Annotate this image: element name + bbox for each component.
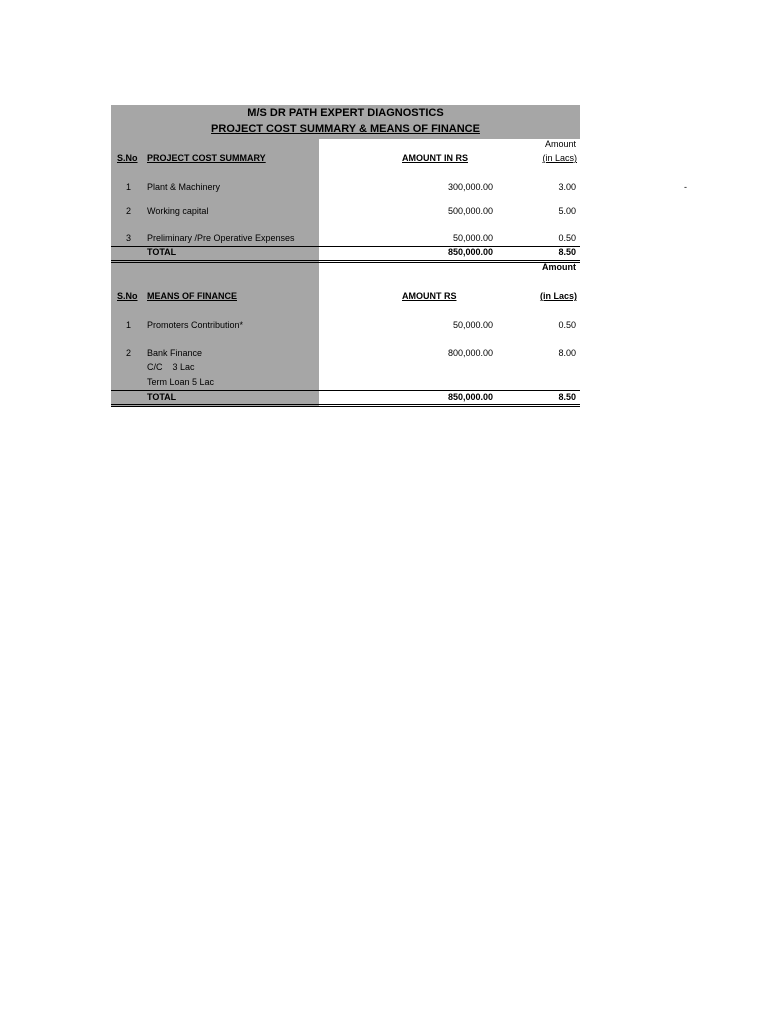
cost-row-1-amount: 300,000.00	[447, 182, 493, 192]
cost-row-2-desc: Working capital	[147, 206, 209, 216]
finance-sub-line-term-loan: Term Loan 5 Lac	[147, 377, 215, 387]
cost-total-top-border	[111, 246, 580, 247]
cost-sno-header: S.No	[117, 153, 138, 163]
finance-total-bottom-border-2	[111, 406, 580, 407]
finance-total-bottom-border-1	[111, 404, 580, 405]
finance-row-1-desc: Promoters Contribution*	[147, 320, 244, 330]
spreadsheet-table	[111, 105, 580, 407]
finance-row-2-lacs: 8.00	[558, 348, 576, 358]
cost-row-2-lacs: 5.00	[558, 206, 576, 216]
cost-amount-header: AMOUNT IN RS	[402, 153, 468, 163]
cost-lacs-label-1: Amount	[544, 139, 576, 149]
cost-total-amount: 850,000.00	[447, 247, 493, 257]
finance-total-label: TOTAL	[147, 392, 177, 402]
cost-total-bottom-border-2	[111, 262, 580, 263]
stray-dash-mark: -	[684, 182, 687, 192]
cost-row-1-desc: Plant & Machinery	[147, 182, 221, 192]
cost-row-2-amount: 500,000.00	[447, 206, 493, 216]
cost-section-header: PROJECT COST SUMMARY	[147, 153, 266, 163]
cost-total-lacs: 8.50	[558, 247, 576, 257]
finance-sub-line-cc: C/C 3 Lac	[147, 362, 195, 372]
cost-row-1-sno: 1	[126, 182, 132, 192]
finance-row-1-amount: 50,000.00	[452, 320, 493, 330]
finance-amount-header: AMOUNT RS	[402, 291, 457, 301]
finance-total-top-border	[111, 390, 580, 391]
cost-lacs-label-2: (in Lacs)	[542, 153, 577, 163]
cost-row-3-lacs: 0.50	[558, 233, 576, 243]
finance-sno-header: S.No	[117, 291, 138, 301]
cost-total-label: TOTAL	[147, 247, 177, 257]
cost-row-1-lacs: 3.00	[558, 182, 576, 192]
finance-row-2-desc: Bank Finance	[147, 348, 203, 358]
finance-lacs-label-1: Amount	[542, 262, 576, 272]
finance-lacs-label-2: (in Lacs)	[539, 291, 577, 301]
finance-total-lacs: 8.50	[558, 392, 576, 402]
cost-row-3-amount: 50,000.00	[452, 233, 493, 243]
finance-row-2-sno: 2	[126, 348, 132, 358]
finance-row-2-amount: 800,000.00	[447, 348, 493, 358]
finance-section-header: MEANS OF FINANCE	[147, 291, 237, 301]
cost-row-3-sno: 3	[126, 233, 132, 243]
finance-row-1-lacs: 0.50	[558, 320, 576, 330]
report-subtitle: PROJECT COST SUMMARY & MEANS OF FINANCE	[211, 123, 480, 135]
left-column-band	[111, 139, 319, 407]
cost-total-bottom-border-1	[111, 260, 580, 261]
finance-row-1-sno: 1	[126, 320, 132, 330]
company-title: M/S DR PATH EXPERT DIAGNOSTICS	[247, 107, 444, 119]
cost-row-3-desc: Preliminary /Pre Operative Expenses	[147, 233, 295, 243]
finance-total-amount: 850,000.00	[447, 392, 493, 402]
cost-row-2-sno: 2	[126, 206, 132, 216]
